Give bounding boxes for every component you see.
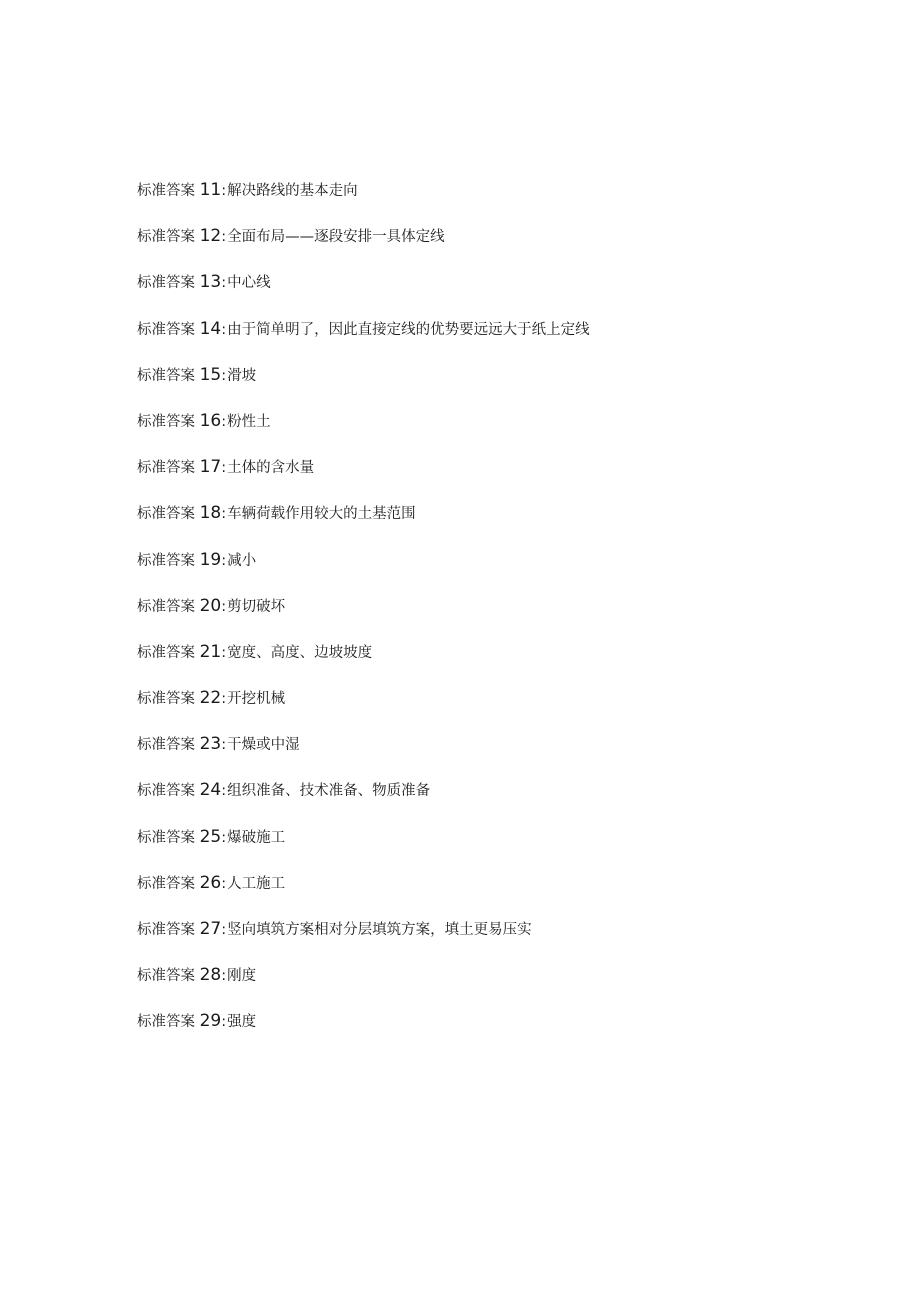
answer-line-24	[137, 778, 857, 824]
answer-line-13	[137, 270, 857, 316]
answer-line-29	[137, 1009, 857, 1055]
answer-text: 开挖机械	[227, 691, 286, 708]
answer-text: 宽度、高度、边坡坡度	[227, 644, 373, 661]
answer-label: 标准答案	[137, 1014, 195, 1031]
answer-text: 干燥或中湿	[227, 737, 300, 754]
answer-label: 标准答案	[137, 367, 195, 384]
answer-label: 标准答案	[137, 552, 195, 569]
answer-label: 标准答案	[137, 460, 195, 477]
answer-text: 人工施工	[227, 875, 286, 892]
answer-text: 强度	[227, 1014, 257, 1031]
answer-label: 标准答案	[137, 691, 195, 708]
answer-line-18	[137, 501, 857, 547]
answer-text: 解决路线的基本走向	[227, 183, 358, 199]
answer-number: 13	[199, 272, 222, 293]
answer-text: 减小	[227, 552, 257, 569]
answer-text: 组织准备、技术准备、物质准备	[227, 783, 431, 800]
answer-text: 土体的含水量	[227, 460, 315, 477]
answer-separator: :	[221, 1014, 227, 1031]
answer-list	[137, 178, 857, 1056]
answer-number: 20	[199, 595, 222, 616]
answer-text: 车辆荷载作用较大的土基范围	[227, 506, 416, 523]
answer-text: 爆破施工	[227, 829, 286, 846]
answer-label: 标准答案	[137, 506, 195, 523]
answer-text: 竖向填筑方案相对分层填筑方案，填土更易压实	[227, 922, 532, 938]
answer-line-16	[137, 409, 857, 455]
answer-line-14	[137, 317, 857, 363]
answer-label: 标准答案	[137, 783, 195, 800]
answer-separator: :	[221, 922, 227, 938]
answer-label: 标准答案	[137, 737, 195, 754]
answer-separator: :	[221, 691, 227, 708]
answer-label: 标准答案	[137, 321, 195, 338]
answer-line-21	[137, 640, 857, 686]
answer-label: 标准答案	[137, 229, 195, 246]
answer-line-19	[137, 548, 857, 594]
answer-text: 剪切破坏	[227, 598, 286, 615]
answer-number: 12	[199, 226, 222, 247]
answer-text: 滑坡	[227, 367, 257, 384]
answer-text: 粉性土	[227, 413, 271, 430]
answer-separator: :	[221, 413, 227, 430]
answer-line-17	[137, 455, 857, 501]
answer-text: 全面布局——逐段安排一具体定线	[227, 229, 445, 246]
answer-label: 标准答案	[137, 275, 195, 292]
answer-number: 29	[199, 1011, 222, 1032]
answer-line-11	[137, 178, 857, 224]
answer-label: 标准答案	[137, 413, 195, 430]
answer-number: 16	[199, 410, 222, 431]
answer-label: 标准答案	[137, 644, 195, 661]
answer-line-28	[137, 963, 857, 1009]
answer-text: 中心线	[227, 275, 271, 292]
answer-number: 25	[199, 826, 222, 847]
answer-label: 标准答案	[137, 183, 195, 199]
answer-number: 18	[199, 503, 222, 524]
answer-separator: :	[221, 506, 227, 523]
answer-line-25	[137, 825, 857, 871]
answer-line-26	[137, 871, 857, 917]
answer-label: 标准答案	[137, 968, 195, 985]
answer-label: 标准答案	[137, 598, 195, 615]
answer-separator: :	[221, 783, 227, 800]
answer-line-22	[137, 686, 857, 732]
answer-label: 标准答案	[137, 829, 195, 846]
answer-separator: :	[221, 183, 227, 199]
answer-line-12	[137, 224, 857, 270]
answer-line-23	[137, 732, 857, 778]
answer-separator: :	[221, 460, 227, 477]
answer-number: 27	[199, 919, 222, 939]
answer-separator: :	[221, 229, 227, 246]
answer-number: 15	[199, 364, 222, 385]
answer-line-27	[137, 917, 857, 963]
answer-separator: :	[221, 968, 227, 985]
answer-line-15	[137, 363, 857, 409]
answer-separator: :	[221, 644, 227, 661]
answer-number: 14	[199, 318, 222, 339]
answer-line-20	[137, 594, 857, 640]
answer-separator: :	[221, 829, 227, 846]
answer-number: 28	[199, 965, 222, 986]
answer-separator: :	[221, 875, 227, 892]
answer-text: 由于简单明了，因此直接定线的优势要远远大于纸上定线	[227, 321, 590, 338]
answer-label: 标准答案	[137, 922, 195, 938]
answer-separator: :	[221, 275, 227, 292]
answer-separator: :	[221, 321, 227, 338]
answer-separator: :	[221, 737, 227, 754]
answer-number: 11	[199, 180, 222, 200]
answer-number: 22	[199, 688, 222, 709]
answer-number: 19	[199, 549, 222, 570]
answer-text: 刚度	[227, 968, 257, 985]
answer-label: 标准答案	[137, 875, 195, 892]
answer-number: 17	[199, 457, 222, 478]
answer-number: 26	[199, 872, 222, 893]
answer-separator: :	[221, 598, 227, 615]
answer-separator: :	[221, 552, 227, 569]
answer-number: 24	[199, 780, 222, 801]
answer-number: 21	[199, 641, 222, 662]
answer-number: 23	[199, 734, 222, 755]
answer-separator: :	[221, 367, 227, 384]
